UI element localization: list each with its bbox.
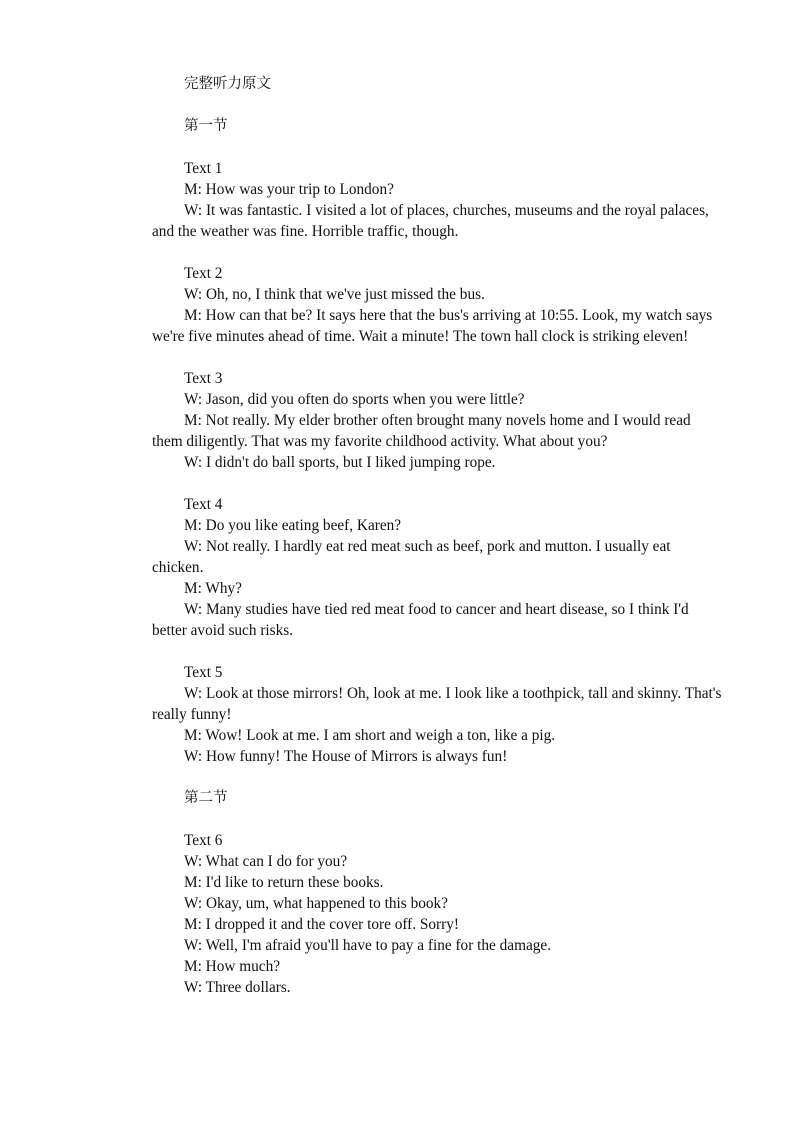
- dialogue-line: M: How can that be? It says here that the bus's arriving at 10:55. Look, my watch says we're five minutes ahead of time. Wait a minute! The town hall clock is striking eleven!: [152, 307, 713, 345]
- dialogue-line: M: How much?: [184, 958, 281, 975]
- document-title: 完整听力原文: [184, 76, 271, 92]
- dialogue-line: W: It was fantastic. I visited a lot of places, churches, museums and the royal palaces, and the weather was fine. Horrible traffic, though.: [152, 202, 709, 240]
- dialogue-line: M: Not really. My elder brother often brought many novels home and I would read them diligently. That was my favorite childhood activity. What about you?: [152, 412, 691, 450]
- dialogue-line: W: I didn't do ball sports, but I liked jumping rope.: [184, 454, 496, 471]
- dialogue-line: W: Not really. I hardly eat red meat such as beef, pork and mutton. I usually eat chicken.: [152, 538, 671, 576]
- dialogue-line: W: Well, I'm afraid you'll have to pay a fine for the damage.: [184, 937, 552, 954]
- dialogue-line: M: How was your trip to London?: [184, 181, 394, 198]
- dialogue-line: W: Jason, did you often do sports when you were little?: [184, 391, 525, 408]
- dialogue-line: W: Okay, um, what happened to this book?: [184, 895, 448, 912]
- text-label: Text 5: [184, 664, 223, 681]
- text-label: Text 2: [184, 265, 223, 282]
- dialogue-line: W: Three dollars.: [184, 979, 291, 996]
- text-label: Text 4: [184, 496, 223, 513]
- dialogue-line: W: Look at those mirrors! Oh, look at me. I look like a toothpick, tall and skinny. That's really funny!: [152, 685, 722, 723]
- dialogue-line: M: I'd like to return these books.: [184, 874, 384, 891]
- dialogue-line: W: What can I do for you?: [184, 853, 348, 870]
- section-heading-1: 第一节: [184, 118, 228, 134]
- text-label: Text 6: [184, 832, 223, 849]
- dialogue-line: M: Wow! Look at me. I am short and weigh a ton, like a pig.: [184, 727, 556, 744]
- text-label: Text 1: [184, 160, 223, 177]
- dialogue-line: M: I dropped it and the cover tore off. Sorry!: [184, 916, 459, 933]
- dialogue-line: M: Do you like eating beef, Karen?: [184, 517, 402, 534]
- dialogue-line: W: How funny! The House of Mirrors is always fun!: [184, 748, 508, 765]
- section-heading-2: 第二节: [184, 790, 228, 806]
- dialogue-line: W: Many studies have tied red meat food to cancer and heart disease, so I think I'd better avoid such risks.: [152, 601, 689, 639]
- dialogue-line: M: Why?: [184, 580, 242, 597]
- text-label: Text 3: [184, 370, 223, 387]
- dialogue-line: W: Oh, no, I think that we've just missed the bus.: [184, 286, 485, 303]
- transcript-body: [152, 74, 722, 998]
